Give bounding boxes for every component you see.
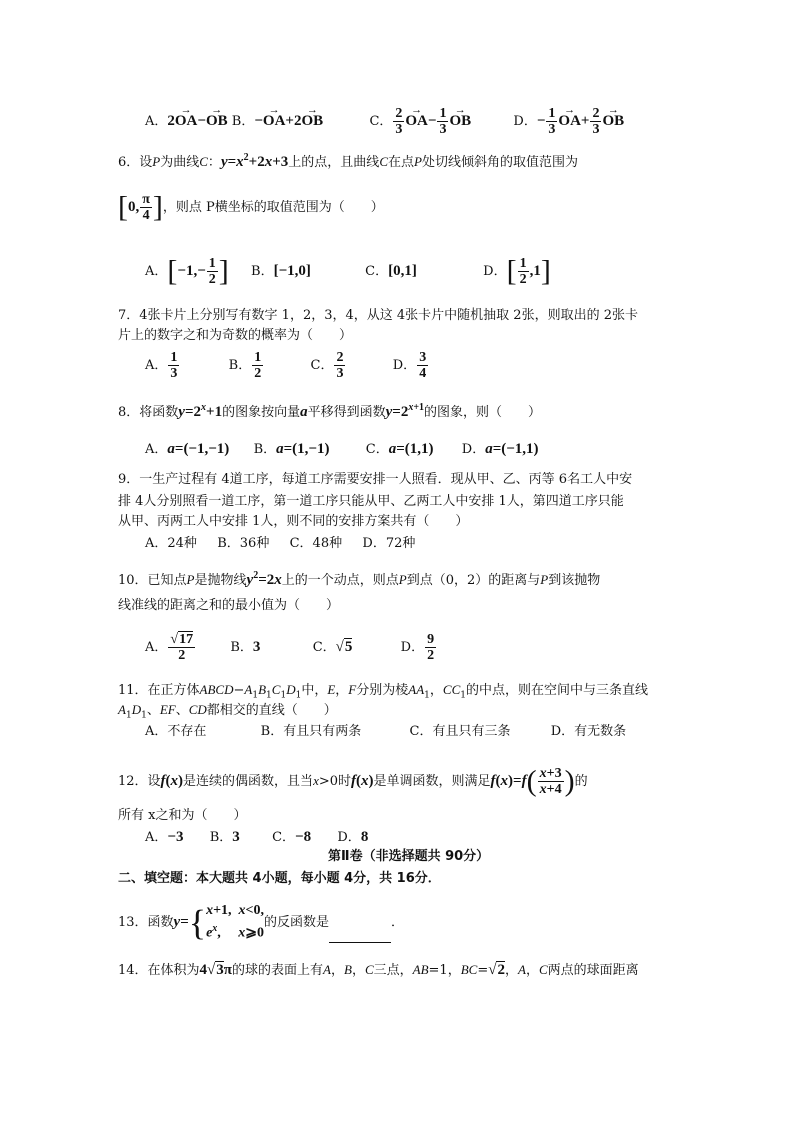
q12-options bbox=[145, 829, 368, 846]
q10-option-b: B．3 bbox=[230, 639, 261, 655]
q5-option-d: D．− $\frac{1}{3}$ → OA+ $\frac{2}{3}$ → OB bbox=[513, 114, 624, 129]
q9-line2: 排 4人分别照看一道工序，第一道工序只能从甲、乙两工人中安排 1人，第四道工序只能 bbox=[118, 494, 624, 509]
q6-option-c: C．[0,1] bbox=[365, 263, 417, 279]
q11-option-d: D．有无数条 bbox=[550, 724, 627, 739]
q9-line3: 从甲、丙两工人中安排 1人，则不同的安排方案共有（ ） bbox=[118, 514, 469, 529]
q8-option-c: C．a=(1,1) bbox=[365, 441, 434, 457]
q14-line: 14．在体积为4√3π的球的表面上有A，B，C三点，AB=1，BC=√2，A，C两点的球面距离 bbox=[118, 962, 639, 978]
q9-option-b: B．36种 bbox=[217, 536, 270, 551]
q6-options bbox=[145, 256, 551, 287]
q9-options bbox=[145, 536, 415, 552]
q12-option-b: B．3 bbox=[209, 829, 240, 845]
q5-option-a: A．2→ OA−→ OB bbox=[145, 114, 228, 129]
q12-option-c: C．−8 bbox=[272, 829, 312, 845]
q5-option-c: C． $\frac{2}{3}$ → OA− $\frac{1}{3}$ → OB bbox=[369, 114, 471, 129]
q7-option-a: A． $\frac{1}{3}$ bbox=[145, 350, 178, 381]
section2-title: 二、填空题：本大题共 4小题，每小题 4分，共 16分． bbox=[118, 871, 441, 886]
q9-option-a: A．24种 bbox=[145, 536, 197, 551]
q7-options bbox=[145, 350, 429, 381]
q5-options bbox=[145, 106, 624, 137]
q9-line1: 9．一生产过程有 4道工序，每道工序需要安排一人照看．现从甲、乙、丙等 6名工人中安 bbox=[118, 472, 633, 487]
q8-line1: 8．将函数$y=2^x+1$的图象按向量a平移得到函数$y=2^{x+1}$的图象，则（ ） bbox=[118, 402, 542, 420]
q7-line2: 片上的数字之和为奇数的概率为（ ） bbox=[118, 328, 353, 343]
q10-line1: 10．已知点P是抛物线$y^2=2x$上的一个动点，则点P到点（0，2）的距离与P到该抛物 bbox=[118, 570, 601, 588]
q8-option-d: D．a=(−1,1) bbox=[461, 441, 539, 457]
q7-option-d: D． $\frac{3}{4}$ bbox=[392, 350, 427, 381]
q8-options bbox=[145, 441, 539, 458]
q6-option-a: A．[−1,− $\frac{1}{2}$ ] bbox=[145, 254, 229, 288]
q10-options bbox=[145, 632, 437, 663]
q7-line1: 7．4张卡片上分别写有数字 1，2，3，4，从这 4张卡片中随机抽取 2张，则取出的 2张卡 bbox=[118, 308, 638, 323]
q6-option-d: D．[ $\frac{1}{2}$ ,1] bbox=[483, 254, 551, 288]
q13-line: 13．函数y={ x+1, x<0, $e^x$, x⩾0 的反函数是 ． bbox=[118, 902, 405, 943]
q11-option-c: C．有且只有三条 bbox=[409, 724, 511, 739]
q10-line2: 线准线的距离之和的最小值为（ ） bbox=[118, 598, 340, 613]
q9-option-c: C．48种 bbox=[289, 536, 343, 551]
q12-line2: 所有 x之和为（ ） bbox=[118, 808, 247, 823]
q8-option-a: A．a=(−1,−1) bbox=[145, 441, 230, 457]
q11-options bbox=[145, 724, 626, 740]
q11-option-b: B．有且只有两条 bbox=[260, 724, 362, 739]
q10-option-a: A． $\frac{√17}{2}$ bbox=[145, 632, 194, 663]
q10-option-c: C．√5 bbox=[312, 639, 353, 655]
q12-option-d: D．8 bbox=[337, 829, 369, 845]
q11-option-a: A．不存在 bbox=[145, 724, 207, 739]
q7-option-c: C． $\frac{2}{3}$ bbox=[310, 350, 344, 381]
q11-line1: 11．在正方体$ABCD-A_1B_1C_1D_1$中，E，F分别为棱$AA_1$，$CC_1$的中点，则在空间中与三条直线 bbox=[118, 682, 648, 701]
q6-line1: 6．设P为曲线C：$y=x^2+2x+3$上的点，且曲线C在点P处切线倾斜角的取值范围为 bbox=[118, 152, 578, 170]
q5-option-b: B．−→ OA+2→ OB bbox=[232, 114, 323, 129]
part2-title: 第Ⅱ卷（非选择题共 90分） bbox=[328, 849, 490, 864]
q8-option-b: B．a=(1,−1) bbox=[253, 441, 330, 457]
q12-option-a: A．−3 bbox=[145, 829, 184, 845]
q10-option-d: D． $\frac{9}{2}$ bbox=[400, 632, 435, 663]
q6-line2: [0, $\frac{\pi}{4}$ ]，则点 P横坐标的取值范围为（ ） bbox=[118, 190, 384, 224]
q9-option-d: D．72种 bbox=[362, 536, 416, 551]
q11-line2: $A_1D_1$、EF、CD都相交的直线（ ） bbox=[118, 702, 337, 721]
q12-line1: 12．设f(x)是连续的偶函数，且当x>0时f(x)是单调函数，则满足f(x)=f( $\frac{x+3}{x+4}$ )的 bbox=[118, 764, 588, 798]
q13-answer-blank[interactable] bbox=[329, 942, 391, 943]
q6-option-b: B．[−1,0] bbox=[251, 263, 311, 279]
q7-option-b: B． $\frac{1}{2}$ bbox=[228, 350, 262, 381]
